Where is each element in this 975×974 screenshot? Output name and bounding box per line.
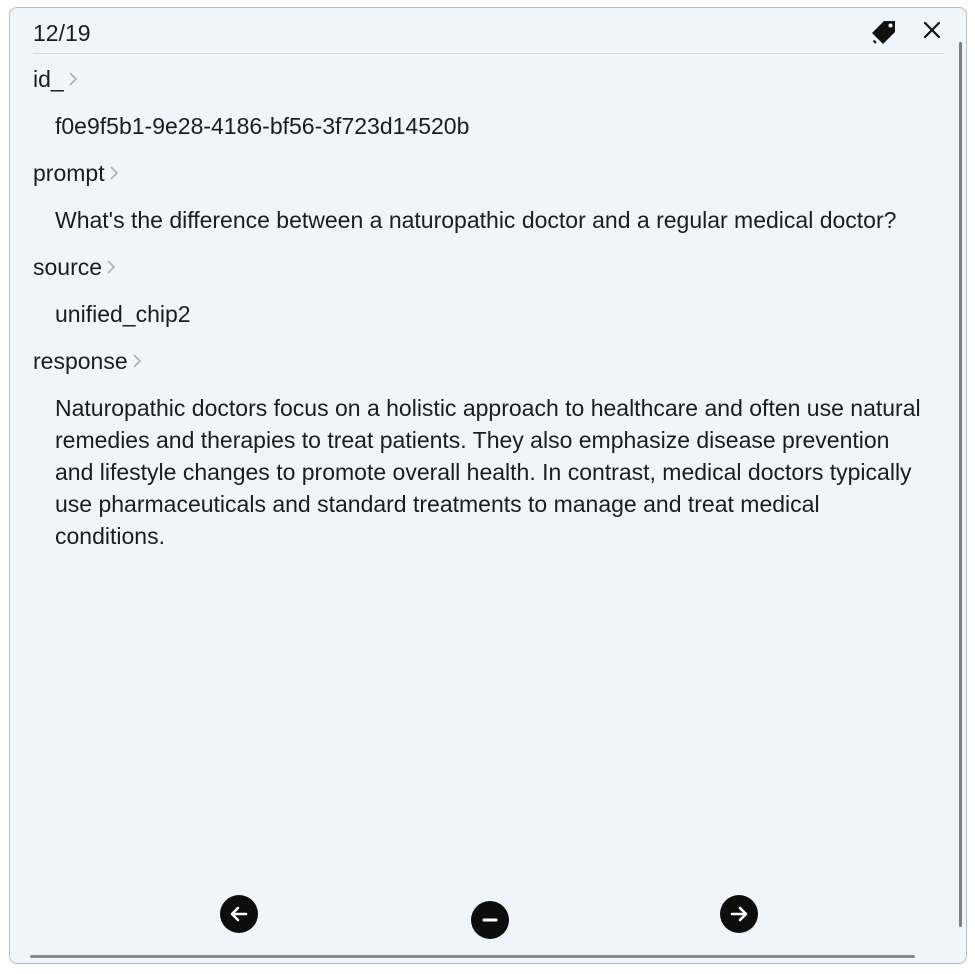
field-id	[33, 64, 926, 142]
record-counter: 12/19	[33, 20, 91, 46]
field-key-label: source	[33, 253, 103, 280]
header-bar	[33, 8, 944, 54]
close-icon	[920, 18, 944, 42]
previous-button[interactable]	[220, 895, 258, 933]
record-viewer-window	[9, 7, 967, 964]
field-key-id[interactable]	[33, 64, 926, 94]
field-value-prompt: What's the difference between a naturopathic doctor and a regular medical doctor?	[55, 207, 897, 233]
arrow-left-icon	[228, 903, 250, 925]
field-key-response[interactable]	[33, 346, 926, 376]
next-button[interactable]	[720, 895, 758, 933]
chevron-right-icon	[106, 259, 116, 275]
record-content	[33, 64, 926, 568]
vertical-scrollbar[interactable]	[959, 42, 962, 927]
field-key-label: prompt	[33, 159, 105, 186]
chevron-right-icon	[68, 71, 78, 87]
field-response	[33, 346, 926, 552]
field-value-source: unified_chip2	[55, 301, 191, 327]
field-source	[33, 252, 926, 330]
field-key-prompt[interactable]	[33, 158, 926, 188]
chevron-right-icon	[109, 165, 119, 181]
horizontal-scrollbar[interactable]	[30, 955, 915, 958]
remove-button[interactable]	[471, 901, 509, 939]
arrow-right-icon	[728, 903, 750, 925]
field-key-label: response	[33, 347, 128, 374]
tag-button[interactable]	[870, 18, 898, 46]
field-key-label: id_	[33, 65, 64, 92]
field-key-source[interactable]	[33, 252, 926, 282]
field-value-response: Naturopathic doctors focus on a holistic approach to healthcare and often use natural remedies and therapies to treat patients. They also emphasize disease prevention and lifestyle changes to promote overall health. In contrast, medical doctors typically use pharmaceuticals and standard treatments to manage and treat medical conditions.	[55, 395, 921, 549]
minus-icon	[479, 909, 501, 931]
chevron-right-icon	[132, 353, 142, 369]
field-prompt	[33, 158, 926, 236]
tag-icon	[870, 18, 898, 46]
field-value-id: f0e9f5b1-9e28-4186-bf56-3f723d14520b	[55, 113, 470, 139]
close-button[interactable]	[920, 18, 944, 42]
